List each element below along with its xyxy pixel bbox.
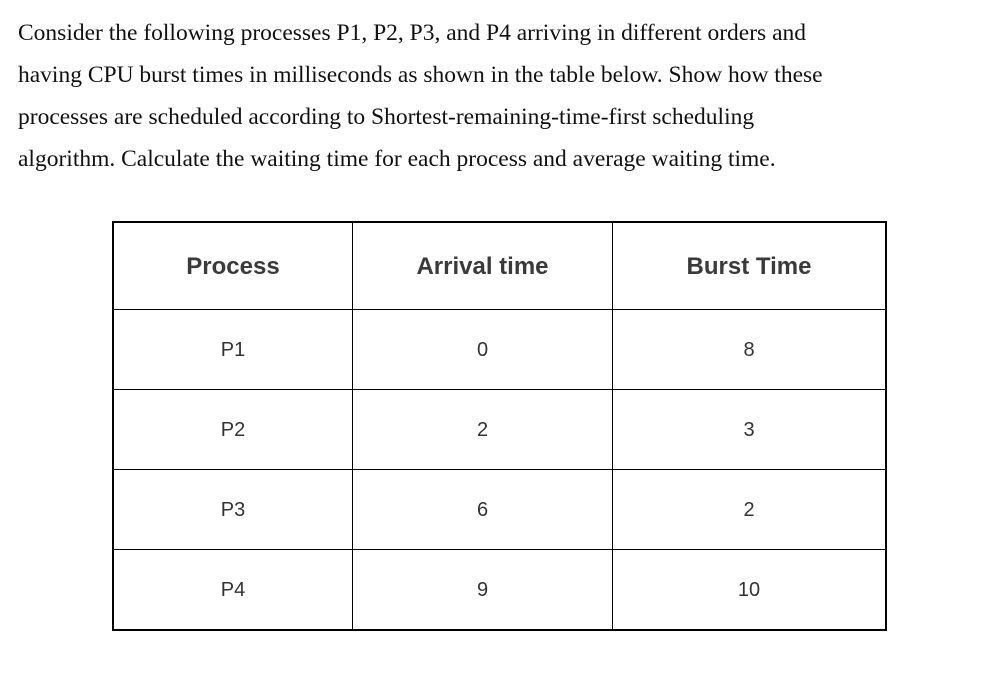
process-table (112, 221, 887, 631)
cell-arrival-time: 6 (353, 470, 613, 550)
question-line: processes are scheduled according to Shortest-remaining-time-first scheduling (18, 104, 755, 130)
cell-burst-time: 2 (613, 470, 887, 550)
cell-arrival-time: 2 (353, 390, 613, 470)
header-burst-time: Burst Time (613, 222, 887, 310)
cell-burst-time: 8 (613, 310, 887, 390)
header-arrival-time: Arrival time (353, 222, 613, 310)
table-row (113, 390, 886, 470)
table-row (113, 470, 886, 550)
question-line: having CPU burst times in milliseconds as shown in the table below. Show how these (18, 62, 823, 88)
cell-arrival-time: 0 (353, 310, 613, 390)
cell-process: P2 (113, 390, 353, 470)
header-process: Process (113, 222, 353, 310)
cell-burst-time: 3 (613, 390, 887, 470)
question-line: Consider the following processes P1, P2, P3, and P4 arriving in different orders and (18, 20, 807, 46)
table-row (113, 310, 886, 390)
question-text (18, 12, 988, 180)
cell-process: P3 (113, 470, 353, 550)
cell-arrival-time: 9 (353, 550, 613, 631)
question-line: algorithm. Calculate the waiting time for each process and average waiting time. (18, 146, 776, 172)
cell-burst-time: 10 (613, 550, 887, 631)
cell-process: P4 (113, 550, 353, 631)
table-row (113, 550, 886, 631)
cell-process: P1 (113, 310, 353, 390)
table-header-row (113, 222, 886, 310)
